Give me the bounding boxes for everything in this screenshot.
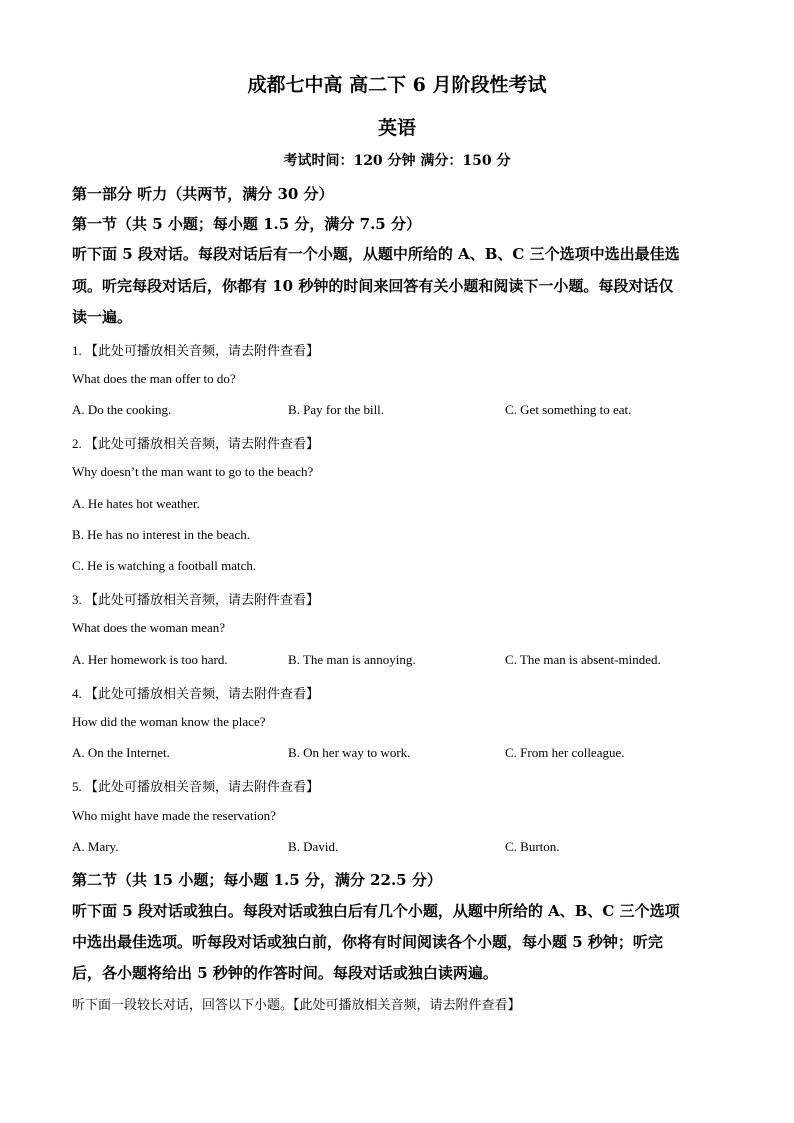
audio-placeholder: 1. 【此处可播放相关音频，请去附件查看】 — [72, 343, 320, 358]
option-a: A. Her homework is too hard. — [72, 652, 228, 667]
section2-lead: 听下面一段较长对话，回答以下小题。【此处可播放相关音频，请去附件查看】 — [72, 997, 521, 1012]
option-b: B. David. — [288, 839, 339, 854]
option-c: C. From her colleague. — [505, 745, 625, 760]
audio-placeholder: 5. 【此处可播放相关音频，请去附件查看】 — [72, 779, 320, 794]
option-a: A. Do the cooking. — [72, 402, 172, 417]
option-b: B. The man is annoying. — [288, 652, 416, 667]
section2-heading: 第二节（共 15 小题；每小题 1.5 分，满分 22.5 分） — [72, 871, 442, 889]
option-b: B. Pay for the bill. — [288, 402, 385, 417]
option-b: B. On her way to work. — [288, 745, 411, 760]
audio-placeholder: 2. 【此处可播放相关音频，请去附件查看】 — [72, 436, 320, 451]
option-c: C. Get something to eat. — [505, 402, 632, 417]
section1-instruction-line: 项。听完每段对话后，你都有 10 秒钟的时间来回答有关小题和阅读下一小题。每段对话仅 — [72, 277, 674, 295]
audio-placeholder: 4. 【此处可播放相关音频，请去附件查看】 — [72, 686, 320, 701]
option-a: A. On the Internet. — [72, 745, 170, 760]
exam-title: 成都七中高 高二下 6 月阶段性考试 — [247, 74, 547, 96]
option-c: C. The man is absent-minded. — [505, 652, 661, 667]
option-c: C. Burton. — [505, 839, 560, 854]
question-text: What does the man offer to do? — [72, 371, 236, 386]
question-text: Who might have made the reservation? — [72, 808, 276, 823]
section1-instruction-line: 听下面 5 段对话。每段对话后有一个小题，从题中所给的 A、B、C 三个选项中选出最佳选 — [72, 245, 680, 263]
option-c: C. He is watching a football match. — [72, 558, 257, 573]
section1-heading: 第一节（共 5 小题；每小题 1.5 分，满分 7.5 分） — [72, 215, 421, 233]
question-text: What does the woman mean? — [72, 620, 226, 635]
option-a: A. He hates hot weather. — [72, 496, 200, 511]
section2-instruction-line: 中选出最佳选项。听每段对话或独白前，你将有时间阅读各个小题，每小题 5 秒钟；听完 — [72, 933, 663, 951]
section2-instruction-line: 后，各小题将给出 5 秒钟的作答时间。每段对话或独白读两遍。 — [72, 964, 498, 982]
audio-placeholder: 3. 【此处可播放相关音频，请去附件查看】 — [72, 592, 320, 607]
exam-info: 考试时间：120 分钟 满分：150 分 — [283, 153, 511, 169]
section2-instruction-line: 听下面 5 段对话或独白。每段对话或独白后有几个小题，从题中所给的 A、B、C 三个选项 — [72, 902, 680, 920]
subject-title: 英语 — [377, 117, 416, 139]
option-b: B. He has no interest in the beach. — [72, 527, 250, 542]
question-text: How did the woman know the place? — [72, 714, 266, 729]
option-a: A. Mary. — [72, 839, 119, 854]
section1-instruction-line: 读一遍。 — [72, 308, 133, 326]
part1-heading: 第一部分 听力（共两节，满分 30 分） — [72, 185, 334, 203]
question-text: Why doesn’t the man want to go to the beach? — [72, 464, 314, 479]
